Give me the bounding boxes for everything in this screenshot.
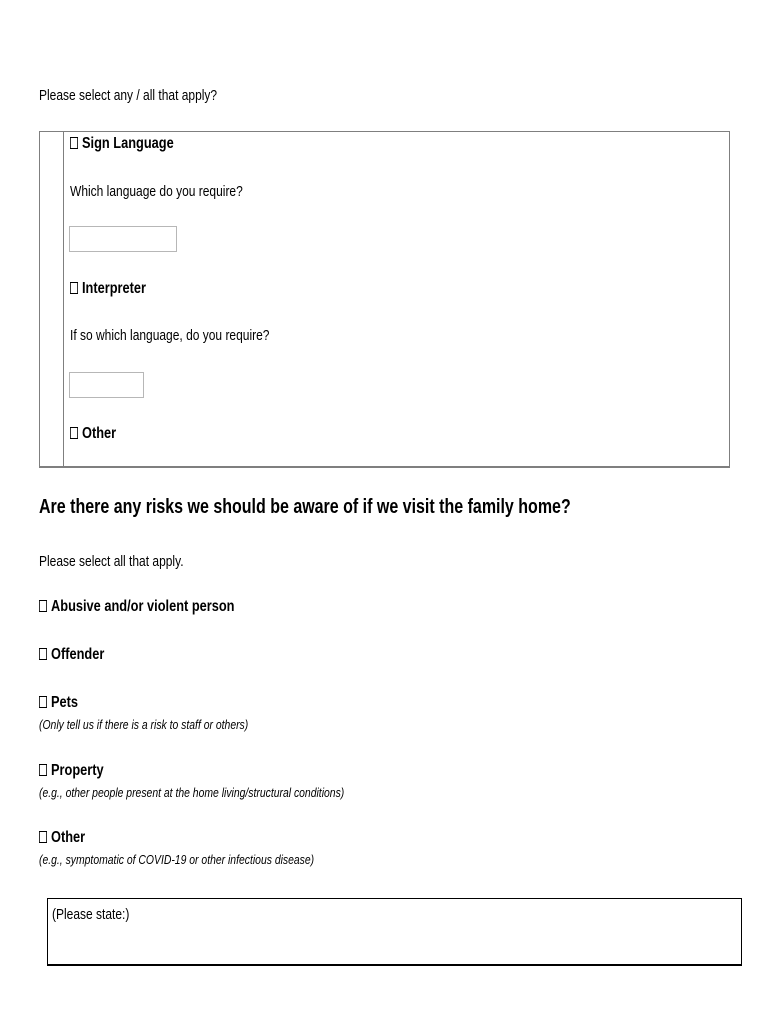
risk-pets-label: Pets	[51, 694, 79, 711]
risks-instruction: Please select all that apply.	[39, 553, 184, 570]
other-support-option[interactable]	[70, 425, 128, 443]
please-state-label: (Please state:)	[52, 906, 130, 923]
sign-language-checkbox[interactable]	[70, 137, 78, 149]
risk-offender-label: Offender	[51, 646, 105, 663]
risk-option-pets[interactable]	[39, 694, 88, 712]
sign-language-input[interactable]	[69, 226, 177, 252]
risk-property-note: (e.g., other people present at the home living/structural conditions)	[39, 785, 345, 800]
other-support-label: Other	[82, 425, 117, 442]
risk-abusive-checkbox[interactable]	[39, 600, 47, 612]
risk-property-label: Property	[51, 762, 104, 779]
risk-other-checkbox[interactable]	[39, 831, 47, 843]
sign-language-question: Which language do you require?	[70, 183, 243, 200]
risk-pets-checkbox[interactable]	[39, 696, 47, 708]
risk-option-other[interactable]	[39, 829, 97, 847]
other-support-checkbox[interactable]	[70, 427, 78, 439]
risks-heading: Are there any risks we should be aware of if we visit the family home?	[39, 496, 571, 518]
risk-abusive-label: Abusive and/or violent person	[51, 598, 235, 615]
box-column-divider	[63, 131, 64, 467]
sign-language-label: Sign Language	[82, 135, 174, 152]
risk-other-note: (e.g., symptomatic of COVID-19 or other infectious disease)	[39, 852, 315, 867]
interpreter-option[interactable]	[70, 280, 165, 298]
interpreter-label: Interpreter	[82, 280, 147, 297]
risk-other-label: Other	[51, 829, 86, 846]
sign-language-option[interactable]	[70, 135, 200, 153]
risk-option-offender[interactable]	[39, 646, 121, 664]
risk-offender-checkbox[interactable]	[39, 648, 47, 660]
support-options-box	[39, 131, 730, 468]
intro-text: Please select any / all that apply?	[39, 87, 218, 104]
please-state-textbox[interactable]	[47, 898, 742, 966]
risk-option-property[interactable]	[39, 762, 120, 780]
risk-property-checkbox[interactable]	[39, 764, 47, 776]
interpreter-question: If so which language, do you require?	[70, 327, 270, 344]
risk-option-abusive[interactable]	[39, 598, 283, 616]
risk-pets-note: (Only tell us if there is a risk to staff or others)	[39, 717, 249, 732]
interpreter-language-input[interactable]	[69, 372, 144, 398]
interpreter-checkbox[interactable]	[70, 282, 78, 294]
